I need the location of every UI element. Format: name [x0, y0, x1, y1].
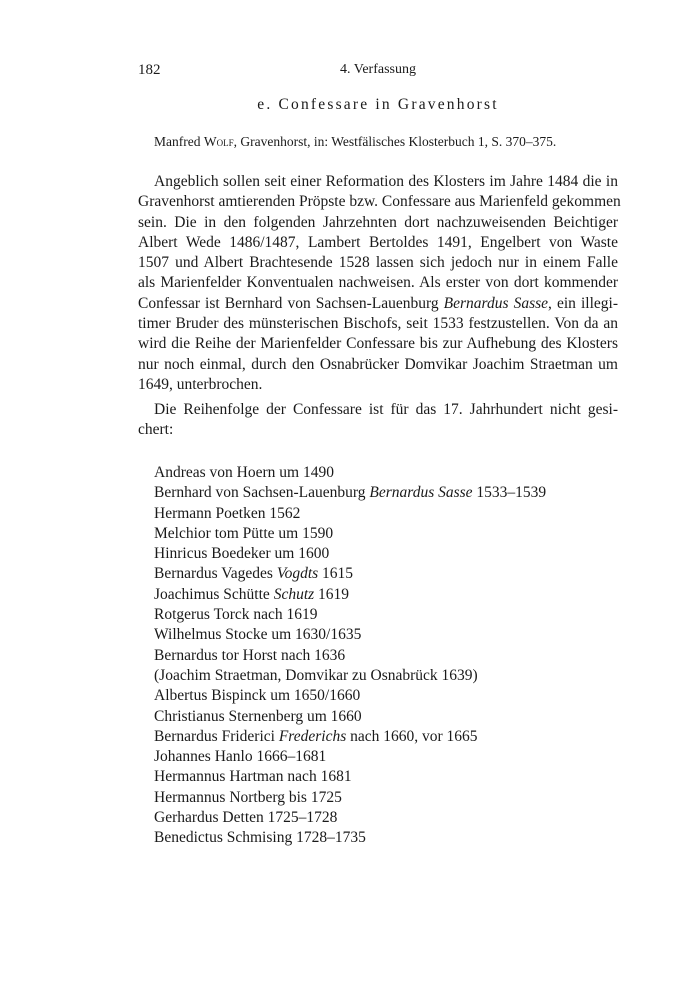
list-item: [154, 625, 618, 645]
reference-prefix: Manfred: [154, 134, 204, 149]
list-item: [154, 483, 618, 503]
list-item: [154, 808, 618, 828]
page-number: 182: [138, 62, 161, 78]
list-item: [154, 504, 618, 524]
text-run: Hermannus Nortberg bis 1725: [154, 788, 342, 806]
text-run: Christianus Sternenberg um 1660: [154, 707, 362, 725]
paragraph-reformation: [138, 172, 621, 395]
text-run: Hermannus Hartman nach 1681: [154, 768, 352, 786]
paragraph-line: Die Reihenfolge der Confessare ist für das 17. Jahrhundert nicht gesi-: [154, 401, 618, 418]
running-title: 4. Verfassung: [340, 62, 416, 77]
paragraph-line: Albert Wede 1486/1487, Lambert Bertoldes 1491, Engelbert von Waste: [138, 233, 618, 251]
list-item: [154, 605, 618, 625]
paragraph-line: als Marienfelder Konventualen nachweisen. Als erster von dort kommender: [138, 274, 618, 292]
text-run: Bernardus Friderici: [154, 727, 279, 745]
list-item: [154, 463, 618, 483]
text-run: Melchior tom Pütte um 1590: [154, 524, 334, 542]
text-run: Wilhelmus Stocke um 1630/1635: [154, 626, 362, 644]
text-run: Gerhardus Detten 1725–1728: [154, 809, 338, 827]
text-run: Confessar ist Bernhard von Sachsen-Lauenburg: [138, 294, 444, 312]
italic-name: Schutz: [273, 585, 315, 603]
text-run: Hermann Poetken 1562: [154, 504, 301, 522]
text-run: (Joachim Straetman, Domvikar zu Osnabrück 1639): [154, 666, 478, 684]
list-item: [154, 747, 618, 767]
list-item: [154, 707, 618, 727]
text-run: Bernhard von Sachsen-Lauenburg: [154, 484, 370, 502]
italic-name: Bernardus Sasse: [369, 484, 473, 502]
italic-name: Vogdts: [276, 565, 319, 583]
text-run: 1619: [314, 585, 350, 603]
italic-name: Bernardus Sasse: [443, 294, 549, 312]
list-item: [154, 788, 618, 808]
paragraph-line: [138, 294, 618, 314]
paragraph-line: 1507 und Albert Brachtesende 1528 lassen sich jedoch nur in einem Falle: [138, 254, 618, 272]
list-item: [154, 666, 618, 686]
text-run: Andreas von Hoern um 1490: [154, 464, 334, 481]
list-item: [154, 767, 618, 787]
paragraph-line: wird die Reihe der Marienfelder Confessare bis zur Aufhebung des Klosters: [138, 335, 618, 353]
section-title: e. Confessare in Gravenhorst: [257, 96, 499, 113]
paragraph-order: [138, 400, 618, 441]
paragraph-line: chert:: [138, 421, 174, 439]
text-run: 1615: [318, 565, 354, 583]
list-item: [154, 564, 618, 584]
text-run: Hinricus Boedeker um 1600: [154, 545, 330, 563]
text-run: Johannes Hanlo 1666–1681: [154, 748, 327, 766]
paragraph-line: nur noch einmal, durch den Osnabrücker Domvikar Joachim Straetman um: [138, 355, 618, 373]
text-run: , ein illegi-: [548, 294, 618, 312]
paragraph-line: Gravenhorst amtierenden Pröpste bzw. Confessare aus Marienfeld gekommen: [138, 193, 621, 211]
list-item: [154, 686, 618, 706]
list-item: [154, 585, 618, 605]
list-item: [154, 524, 618, 544]
list-item: [154, 727, 618, 747]
text-run: Joachimus Schütte: [154, 585, 274, 603]
paragraph-line: Angeblich sollen seit einer Reformation des Klosters im Jahre 1484 die in: [154, 173, 618, 190]
text-run: 1533–1539: [472, 484, 547, 502]
text-run: Bernardus Vagedes: [154, 565, 277, 583]
text-run: Benedictus Schmising 1728–1735: [154, 829, 366, 847]
italic-name: Frederichs: [278, 727, 347, 745]
text-run: Bernardus tor Horst nach 1636: [154, 646, 346, 664]
text-run: Albertus Bispinck um 1650/1660: [154, 687, 361, 705]
reference-author: Wolf: [203, 134, 234, 149]
list-item: [154, 828, 618, 848]
paragraph-line: sein. Die in den folgenden Jahrzehnten dort nachzuweisenden Beichtiger: [138, 213, 618, 231]
confessor-list: [154, 463, 618, 849]
page-header: [138, 62, 618, 82]
bibliographic-reference: [154, 134, 618, 150]
text-run: Rotgerus Torck nach 1619: [154, 606, 318, 624]
list-item: [154, 646, 618, 666]
list-item: [154, 544, 618, 564]
reference-rest: , Gravenhorst, in: Westfälisches Klosterbuch 1, S. 370–375.: [233, 134, 557, 149]
paragraph-line: 1649, unterbrochen.: [138, 375, 263, 393]
text-run: nach 1660, vor 1665: [346, 727, 478, 745]
paragraph-line: timer Bruder des münsterischen Bischofs, seit 1533 festzustellen. Von da an: [138, 315, 618, 333]
